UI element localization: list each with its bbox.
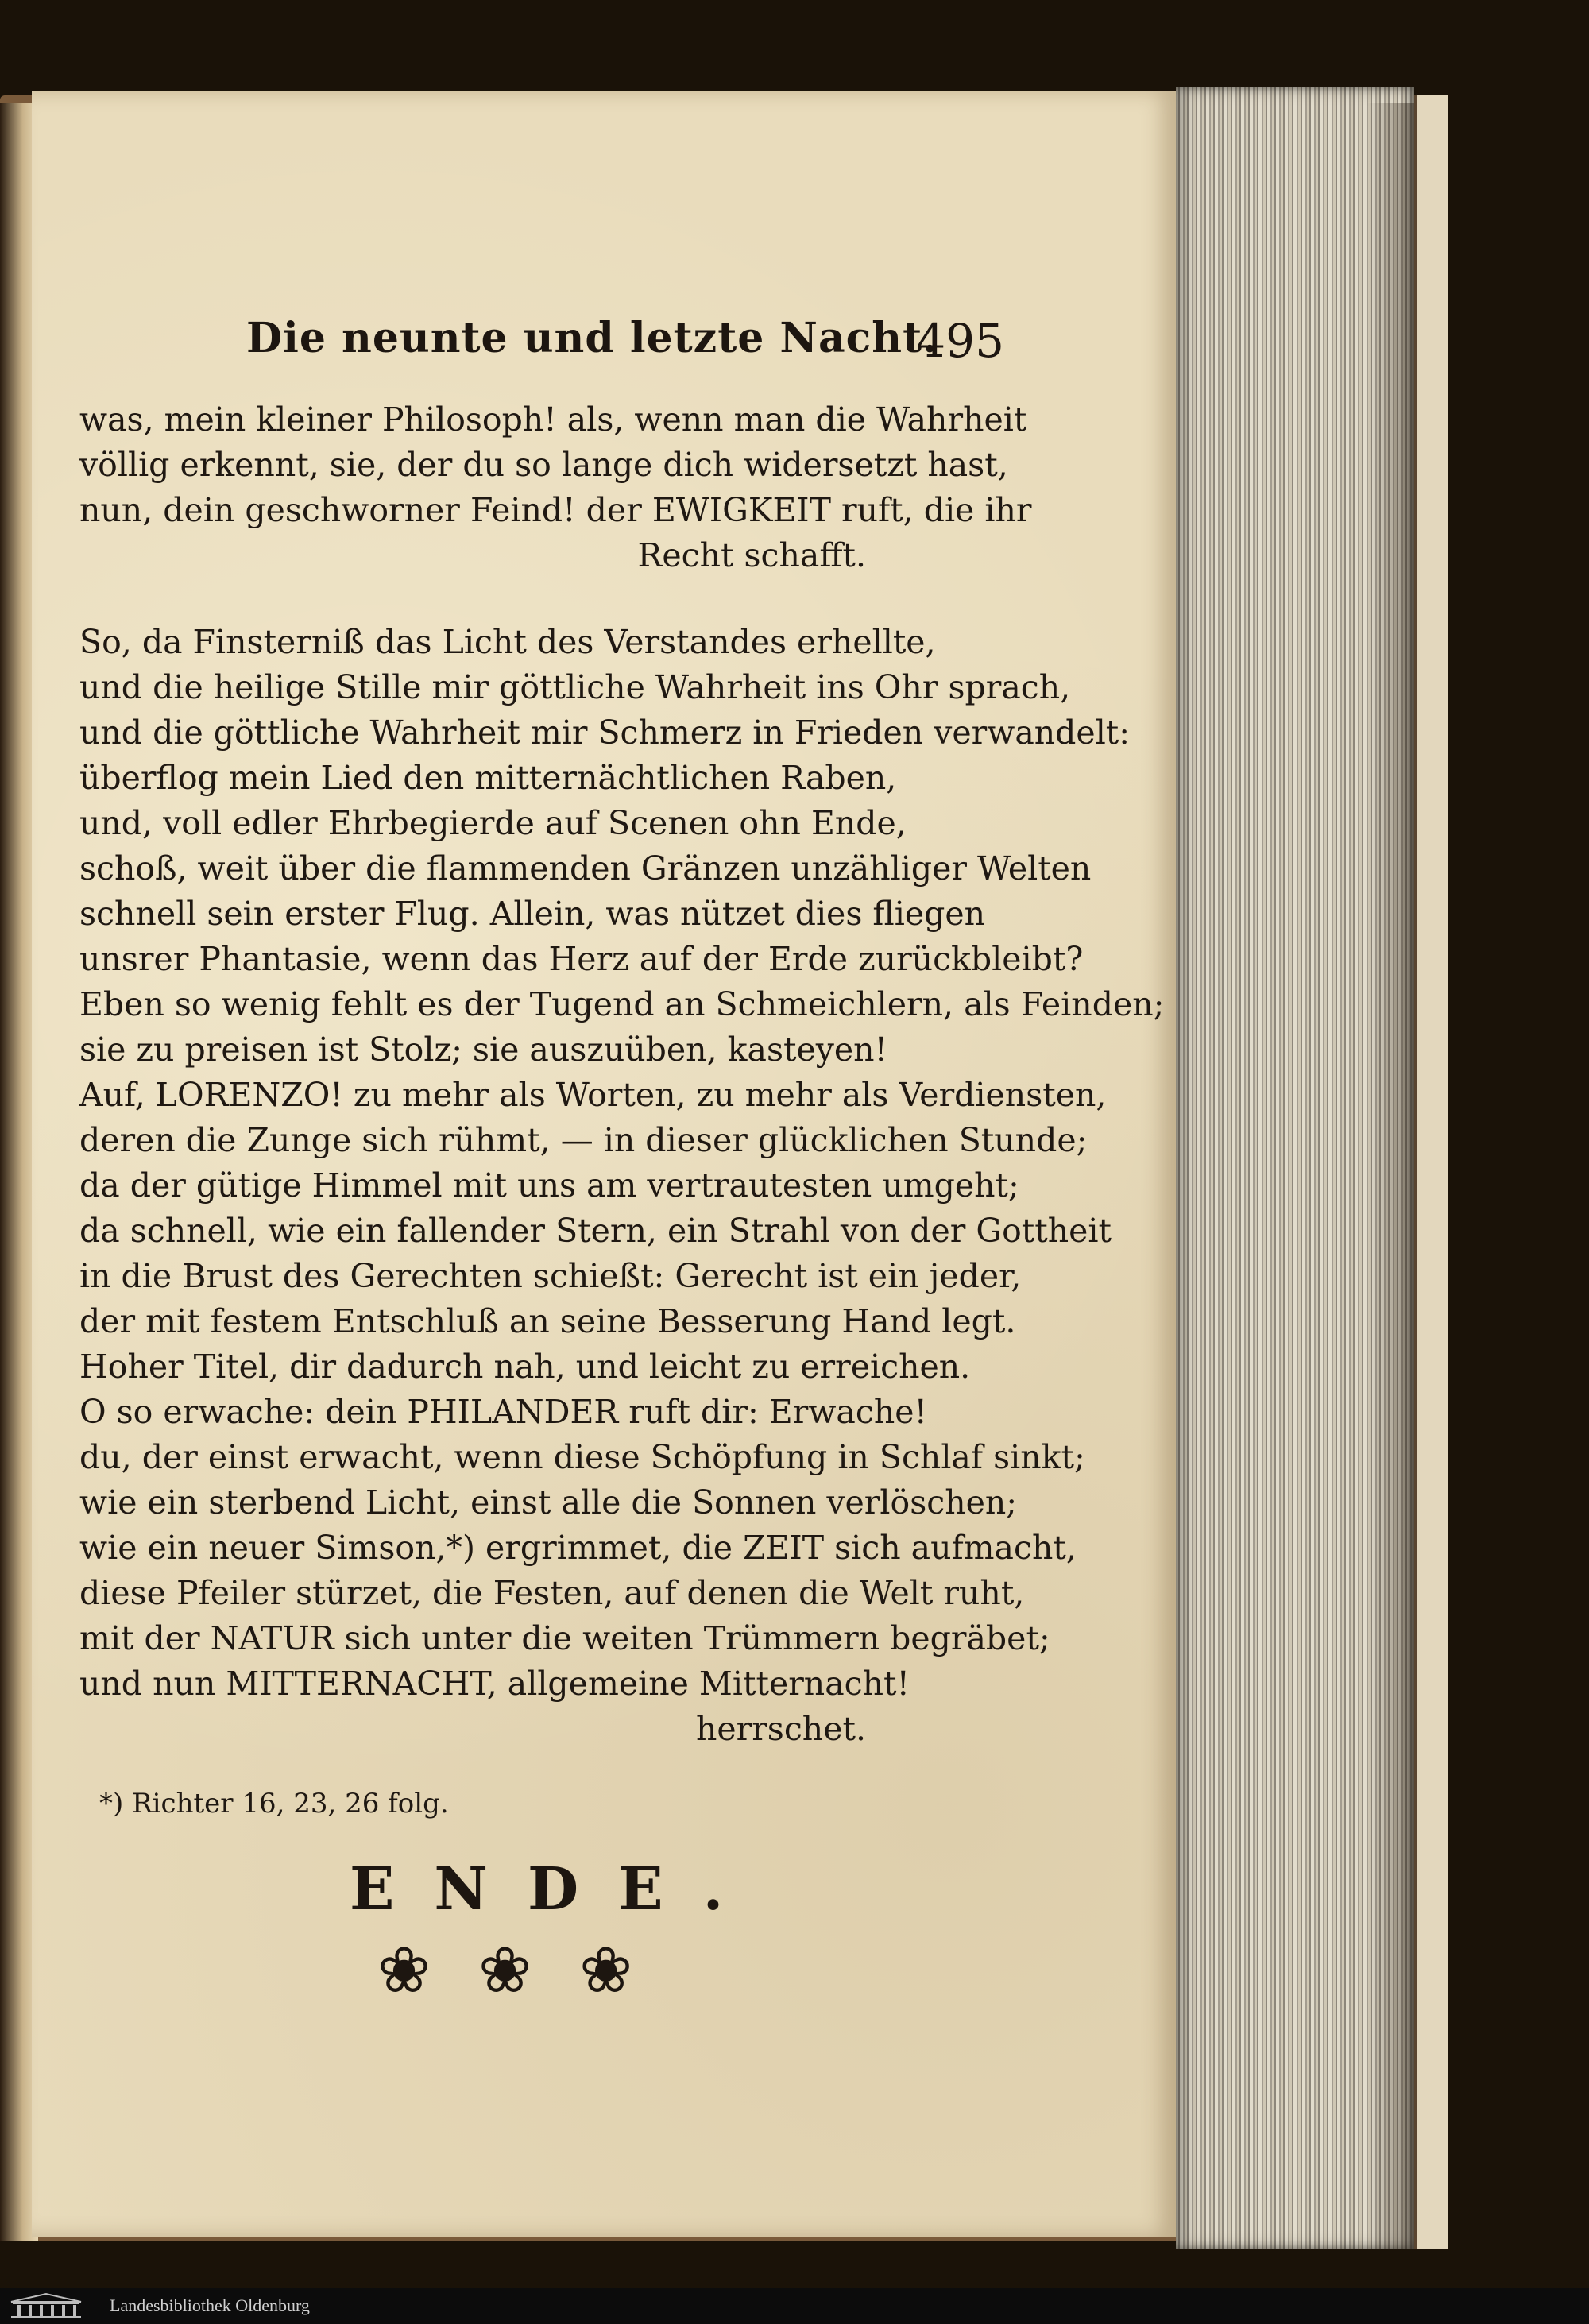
footer-bar <box>0 2288 1589 2324</box>
verse-line: überflog mein Lied den mitternächtlichen Raben, <box>79 759 897 797</box>
verse-line: Hoher Titel, dir dadurch nah, und leicht zu erreichen. <box>79 1348 971 1386</box>
page-header <box>246 314 1004 385</box>
flower-ornament-icon: ❀ <box>377 1933 431 2007</box>
verse-line: schnell sein erster Flug. Allein, was nützet dies fliegen <box>79 895 986 933</box>
verse-line: und nun MITTERNACHT, allgemeine Mitternacht! <box>79 1665 910 1703</box>
library-name: Landesbibliothek Oldenburg <box>110 2295 310 2315</box>
verse-line: nun, dein geschworner Feind! der EWIGKEIT ruft, die ihr <box>79 491 1032 529</box>
stanza-opening <box>79 397 1032 578</box>
running-head: Die neunte und letzte Nacht. <box>246 314 938 362</box>
verse-line: du, der einst erwacht, wenn diese Schöpfung in Schlaf sinkt; <box>79 1438 1085 1476</box>
footnote: *) Richter 16, 23, 26 folg. <box>99 1788 449 1819</box>
page-number: 495 <box>916 314 1004 368</box>
book-page <box>32 91 1176 2237</box>
verse-line: und, voll edler Ehrbegierde auf Scenen ohn Ende, <box>79 804 907 842</box>
verse-line: und die göttliche Wahrheit mir Schmerz in Frieden verwandelt: <box>79 713 1131 752</box>
verse-line: Eben so wenig fehlt es der Tugend an Schmeichlern, als Feinden; <box>79 985 1165 1023</box>
flower-ornament-icon: ❀ <box>579 1933 633 2007</box>
flower-ornament-icon: ❀ <box>478 1933 532 2007</box>
verse-line: diese Pfeiler stürzet, die Festen, auf denen die Welt ruht, <box>79 1574 1025 1612</box>
verse-line: was, mein kleiner Philosoph! als, wenn man die Wahrheit <box>79 400 1027 439</box>
ornament-row <box>377 1933 695 2007</box>
verse-line: deren die Zunge sich rühmt, — in dieser glücklichen Stunde; <box>79 1121 1088 1159</box>
verse-line: der mit festem Entschluß an seine Besserung Hand legt. <box>79 1302 1016 1340</box>
verse-line: Auf, LORENZO! zu mehr als Worten, zu mehr als Verdiensten, <box>79 1076 1107 1114</box>
verse-line: und die heilige Stille mir göttliche Wahrheit ins Ohr sprach, <box>79 668 1071 706</box>
back-cover-edge <box>1414 95 1448 2249</box>
verse-line: schoß, weit über die flammenden Gränzen unzähliger Welten <box>79 849 1092 887</box>
stanza-main <box>79 620 1165 1752</box>
verse-line: da schnell, wie ein fallender Stern, ein Strahl von der Gottheit <box>79 1212 1112 1250</box>
ende-heading: ENDE. <box>350 1855 764 1924</box>
verse-line: O so erwache: dein PHILANDER ruft dir: Erwache! <box>79 1393 927 1431</box>
verse-line: völlig erkennt, sie, der du so lange dich widersetzt hast, <box>79 446 1008 484</box>
verse-line: So, da Finsterniß das Licht des Verstandes erhellte, <box>79 623 936 661</box>
verse-line: unsrer Phantasie, wenn das Herz auf der Erde zurückbleibt? <box>79 940 1084 978</box>
verse-line: herrschet. <box>695 1710 866 1748</box>
verse-line: wie ein sterbend Licht, einst alle die Sonnen verlöschen; <box>79 1483 1018 1522</box>
page-edges-shadow <box>1367 103 1414 2249</box>
verse-line: wie ein neuer Simson,*) ergrimmet, die ZEIT sich aufmacht, <box>79 1529 1077 1567</box>
verse-line: Recht schafft. <box>637 536 866 574</box>
verse-line: da der gütige Himmel mit uns am vertrautesten umgeht; <box>79 1166 1019 1205</box>
verse-line: mit der NATUR sich unter die weiten Trümmern begräbet; <box>79 1619 1050 1657</box>
verse-line: sie zu preisen ist Stolz; sie auszuüben, kasteyen! <box>79 1031 888 1069</box>
verse-line: in die Brust des Gerechten schießt: Gerecht ist ein jeder, <box>79 1257 1022 1295</box>
library-building-logo-icon <box>6 2292 86 2319</box>
